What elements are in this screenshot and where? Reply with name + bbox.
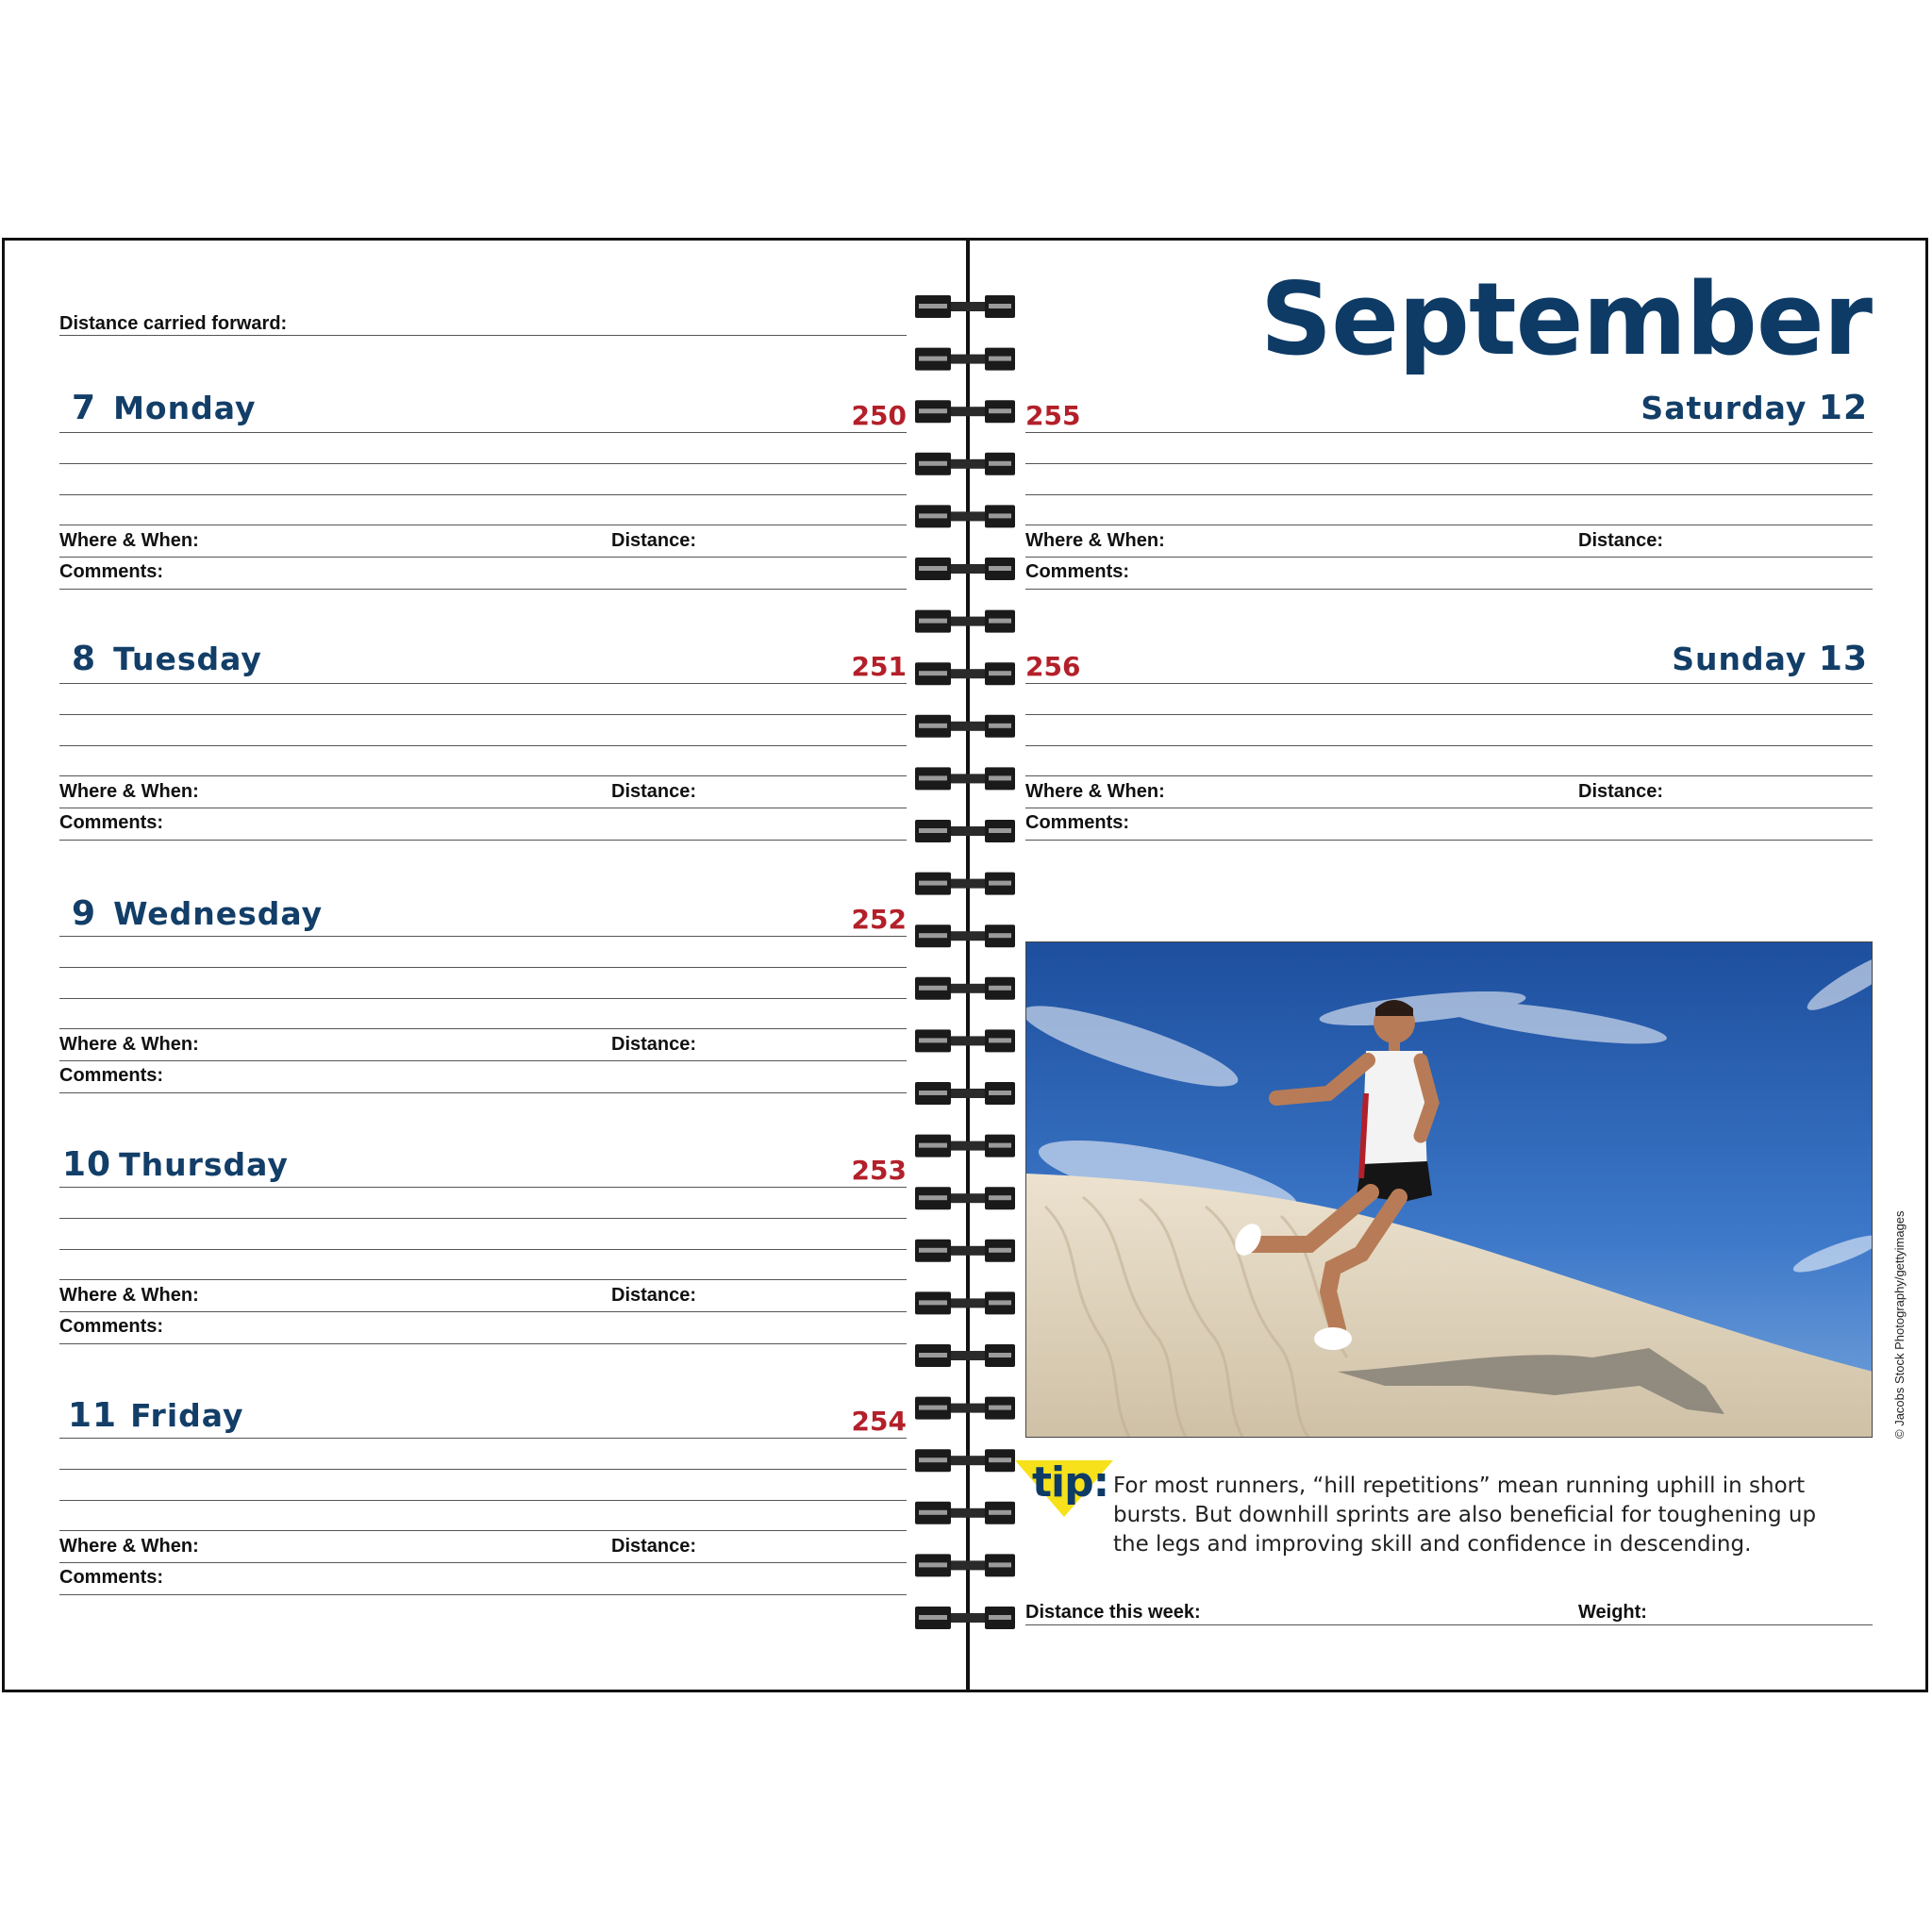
day-heading <box>72 894 323 933</box>
day-heading <box>1672 640 1868 678</box>
day-heading <box>1641 389 1868 427</box>
writing-line[interactable] <box>59 840 907 841</box>
writing-line[interactable] <box>1025 683 1873 684</box>
distance-label: Distance: <box>1578 781 1664 802</box>
writing-line[interactable] <box>59 494 907 495</box>
comments-label: Comments: <box>1025 561 1130 582</box>
distance-label: Distance: <box>611 781 697 802</box>
comments-label: Comments: <box>59 1567 164 1588</box>
distance-label: Distance: <box>611 1536 697 1557</box>
writing-line[interactable] <box>59 998 907 999</box>
writing-line[interactable] <box>59 1218 907 1219</box>
tip-label: tip: <box>1032 1458 1109 1507</box>
day-name: Monday <box>113 390 257 426</box>
day-number: 13 <box>1818 640 1868 678</box>
distance-this-week-label: Distance this week: <box>1025 1602 1201 1623</box>
writing-line[interactable] <box>59 683 907 684</box>
comments-label: Comments: <box>59 1316 164 1337</box>
writing-line[interactable] <box>59 1500 907 1501</box>
day-heading <box>72 389 256 427</box>
day-number: 8 <box>72 640 97 678</box>
writing-line[interactable] <box>1025 463 1873 464</box>
day-number: 11 <box>68 1396 118 1435</box>
weight-label: Weight: <box>1578 1602 1647 1623</box>
distance-carried-forward-label: Distance carried forward: <box>59 313 288 334</box>
writing-line[interactable] <box>1025 432 1873 433</box>
day-of-year: 254 <box>851 1406 907 1437</box>
distance-label: Distance: <box>611 1285 697 1306</box>
distance-label: Distance: <box>611 1034 697 1055</box>
writing-line[interactable] <box>59 714 907 715</box>
writing-line[interactable] <box>1025 714 1873 715</box>
comments-label: Comments: <box>59 1065 164 1086</box>
writing-line[interactable] <box>59 1311 907 1312</box>
distance-label: Distance: <box>611 530 697 551</box>
day-number: 12 <box>1818 389 1868 427</box>
writing-line[interactable] <box>59 1249 907 1250</box>
where-when-label: Where & When: <box>59 1536 199 1557</box>
day-of-year: 255 <box>1025 400 1081 431</box>
writing-line[interactable] <box>59 1187 907 1188</box>
day-heading <box>72 640 262 678</box>
day-name: Friday <box>130 1397 244 1434</box>
day-name: Wednesday <box>113 895 324 932</box>
where-when-label: Where & When: <box>59 1034 199 1055</box>
carried-forward-line[interactable] <box>59 335 907 336</box>
writing-line[interactable] <box>59 432 907 433</box>
writing-line[interactable] <box>59 1279 907 1280</box>
spine-line <box>966 238 970 1692</box>
day-name: Saturday <box>1641 390 1807 426</box>
writing-line[interactable] <box>1025 494 1873 495</box>
day-number: 7 <box>72 389 97 427</box>
day-name: Thursday <box>119 1146 289 1183</box>
writing-line[interactable] <box>59 1060 907 1061</box>
day-name: Tuesday <box>113 641 262 677</box>
writing-line[interactable] <box>59 557 907 558</box>
month-title: September <box>1259 261 1872 377</box>
distance-this-week-line[interactable] <box>1025 1624 1873 1625</box>
day-of-year: 251 <box>851 651 907 682</box>
writing-line[interactable] <box>59 1469 907 1470</box>
writing-line[interactable] <box>59 775 907 776</box>
comments-label: Comments: <box>59 561 164 582</box>
day-heading <box>68 1396 244 1435</box>
writing-line[interactable] <box>59 1594 907 1595</box>
day-number: 10 <box>62 1145 112 1184</box>
writing-line[interactable] <box>59 589 907 590</box>
tip-text: For most runners, “hill repetitions” mean running uphill in short bursts. But downhill sprints are also beneficial for toughening up the legs and improving skill and confidence in descending. <box>1113 1474 1817 1557</box>
writing-line[interactable] <box>59 1562 907 1563</box>
day-of-year: 250 <box>851 400 907 431</box>
writing-line[interactable] <box>59 1028 907 1029</box>
writing-line[interactable] <box>1025 589 1873 590</box>
writing-line[interactable] <box>59 1530 907 1531</box>
writing-line[interactable] <box>1025 557 1873 558</box>
runner-photo <box>1025 941 1873 1438</box>
writing-line[interactable] <box>59 936 907 937</box>
where-when-label: Where & When: <box>1025 781 1165 802</box>
writing-line[interactable] <box>1025 775 1873 776</box>
comments-label: Comments: <box>1025 812 1130 833</box>
writing-line[interactable] <box>1025 840 1873 841</box>
day-name: Sunday <box>1672 641 1807 677</box>
where-when-label: Where & When: <box>59 1285 199 1306</box>
day-of-year: 253 <box>851 1155 907 1186</box>
day-of-year: 252 <box>851 904 907 935</box>
writing-line[interactable] <box>1025 745 1873 746</box>
writing-line[interactable] <box>59 1092 907 1093</box>
writing-line[interactable] <box>59 463 907 464</box>
day-heading <box>62 1145 289 1184</box>
writing-line[interactable] <box>59 1343 907 1344</box>
photo-credit: © Jacobs Stock Photography/gettyimages <box>1892 1210 1907 1439</box>
writing-line[interactable] <box>59 745 907 746</box>
writing-line[interactable] <box>59 967 907 968</box>
where-when-label: Where & When: <box>1025 530 1165 551</box>
where-when-label: Where & When: <box>59 781 199 802</box>
day-number: 9 <box>72 894 97 933</box>
comments-label: Comments: <box>59 812 164 833</box>
day-of-year: 256 <box>1025 651 1081 682</box>
distance-label: Distance: <box>1578 530 1664 551</box>
writing-line[interactable] <box>59 1438 907 1439</box>
where-when-label: Where & When: <box>59 530 199 551</box>
